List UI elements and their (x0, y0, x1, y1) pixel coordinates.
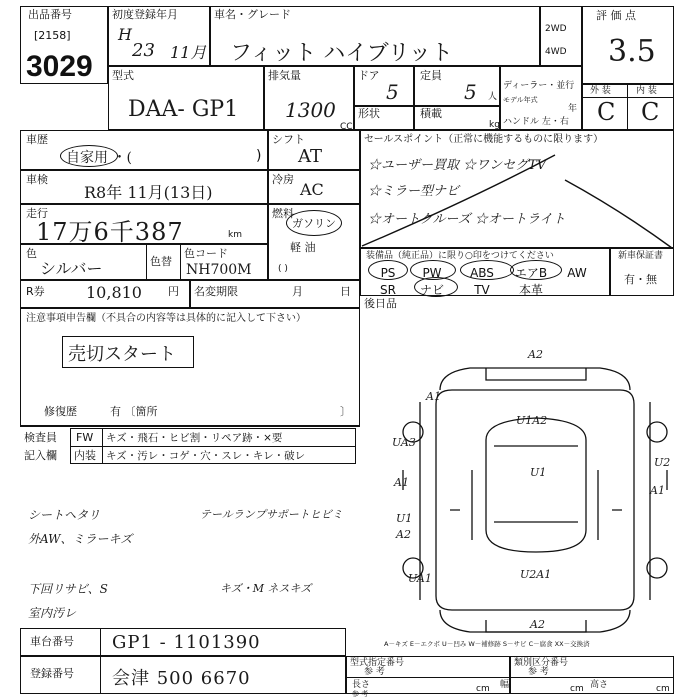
plate-number-value: 会津 500 6670 (112, 668, 251, 689)
equip-leather: 本革 (518, 283, 543, 297)
displacement-label: 排気量 (268, 69, 301, 82)
damage-mark-1: A2 (528, 348, 543, 361)
drive-2wd: 2WD (545, 24, 567, 34)
grade-label: 評 価 点 (596, 9, 636, 22)
int-grade: C (641, 98, 660, 126)
dealer-label: ディーラー・並行 (503, 81, 575, 91)
damage-mark-13: A2 (530, 618, 545, 631)
shift-value: AT (298, 146, 323, 167)
deadline-label: 名変期限 (194, 285, 238, 298)
color-code-value: NH700M (186, 262, 252, 278)
damage-mark-12: UA1 (408, 572, 432, 585)
damage-mark-11: U2A1 (520, 568, 552, 581)
warranty-label: 新車保証書 (618, 251, 664, 261)
deadline-day: 日 (340, 285, 351, 298)
doors-label: ドア (358, 69, 380, 82)
first-reg-era: H (118, 25, 132, 44)
drive-4wd: 4WD (545, 47, 567, 57)
shift-label: シフト (272, 133, 305, 146)
model-value: DAA- GP1 (128, 97, 239, 122)
inspection-value: R8年 11月(13日) (84, 183, 213, 202)
lot-sub-number: [2158] (34, 29, 71, 42)
equip-airbag: エアB (514, 266, 548, 280)
equip-ps: PS (380, 266, 396, 280)
type-cert-label: 型式指定番号 (350, 658, 405, 668)
width-label: 幅 (500, 680, 510, 690)
width-unit: cm (570, 684, 584, 694)
type-cert-sub: 参 考 (364, 667, 385, 677)
damage-mark-7: U2 (654, 456, 671, 469)
history-label: 車歴 (26, 133, 48, 146)
damage-mark-6: U1 (530, 466, 547, 479)
sales-line-3: ☆オートクルーズ ☆オートライト (368, 212, 566, 227)
frame-number-value: GP1 - 1101390 (112, 632, 261, 653)
equip-navi: ナビ (419, 283, 444, 297)
after-items-label: 後日品 (364, 297, 397, 310)
doors-value: 5 (386, 80, 399, 104)
length-unit: cm (476, 684, 490, 694)
car-name-label: 車名・グレード (214, 8, 291, 21)
first-reg-label: 初度登録年月 (112, 8, 178, 21)
ext-label: 外 装 (590, 86, 611, 96)
height-unit: cm (656, 684, 670, 694)
damage-mark-3: U1A2 (516, 414, 548, 427)
class-sub: 参 考 (528, 667, 549, 677)
lot-number: 3029 (26, 50, 93, 83)
fw-items: キズ・飛石・ヒビ割・リペア跡・×要 (106, 432, 283, 444)
notes-value: 売切スタート (68, 344, 176, 365)
color-change-label: 色替 (150, 255, 172, 268)
first-reg-year: 23 (132, 40, 155, 61)
frame-number-label: 車台番号 (30, 635, 74, 648)
color-label: 色 (26, 247, 37, 260)
aircon-label: 冷房 (272, 173, 294, 186)
displacement-unit: CC (340, 122, 353, 132)
damage-mark-10: A2 (396, 528, 411, 541)
sales-line-1: ☆ユーザー買取 ☆ワンセグTV (368, 158, 547, 173)
color-code-label: 色コード (184, 247, 228, 260)
fuel-paren: ( ) (278, 264, 288, 274)
damage-mark-9: U1 (396, 512, 413, 525)
plate-number-label: 登録番号 (30, 667, 74, 680)
year-unit: 年 (568, 104, 578, 114)
damage-mark-8: A1 (650, 484, 665, 497)
repair-close: 〕 (340, 405, 351, 418)
hand-note-2: 外AW、ミラーキズ (28, 532, 133, 546)
equip-sr: SR (380, 283, 396, 297)
recycle-value: 10,810 (86, 283, 142, 302)
handle-label: ハンドル 左・右 (503, 117, 569, 127)
equipment-label: 装備品（純正品）に限り○印をつけてください (366, 251, 554, 261)
hand-note-right-1: テールランプサポートヒビミ (200, 508, 343, 521)
displacement-value: 1300 (285, 98, 336, 122)
history-paren: ) (256, 148, 262, 164)
equip-aw: AW (567, 266, 587, 280)
damage-mark-4: UA3 (392, 436, 416, 449)
equip-pw: PW (422, 266, 442, 280)
shape-label: 形状 (358, 107, 380, 120)
equip-tv: TV (474, 283, 490, 297)
int-label: 内 装 (636, 86, 657, 96)
fuel-gas: ガソリン (292, 217, 336, 230)
fuel-diesel: 軽 油 (290, 241, 316, 254)
model-label: 型式 (112, 69, 134, 82)
length-sub: 参 考 (352, 690, 369, 698)
hand-note-right-2: キズ・M ネスキズ (220, 582, 312, 595)
model-year-label: モデル年式 (503, 96, 538, 104)
fuel-label: 燃料 (272, 207, 294, 220)
interior-label: 内装 (74, 449, 96, 462)
inspector-label: 検査員 (24, 431, 57, 444)
entry-label: 記入欄 (24, 449, 57, 462)
car-name: フィット ハイブリット (230, 41, 453, 66)
sales-line-2: ☆ミラー型ナビ (368, 184, 460, 199)
repair-label: 修復歴 (44, 405, 77, 418)
grade-score: 3.5 (608, 34, 656, 69)
damage-mark-2: A1 (426, 390, 441, 403)
capacity-value: 5 (464, 80, 477, 104)
height-label: 高さ (590, 680, 609, 690)
damage-legend: A－キズ E－エクボ U－凹み W－補修跡 S－サビ C－腐食 XX－交換済 (384, 640, 590, 648)
aircon-value: AC (300, 180, 324, 199)
capacity-unit: 人 (488, 92, 498, 102)
interior-items: キズ・汚レ・コゲ・穴・スレ・キレ・破レ (106, 450, 306, 462)
notes-label: 注意事項申告欄（不具合の内容等は具体的に記入して下さい） (26, 313, 306, 324)
hand-note-4: 室内汚レ (28, 606, 77, 620)
damage-mark-5: A1 (394, 476, 409, 489)
recycle-label: R券 (26, 285, 45, 298)
hand-note-1: シートヘタリ (28, 508, 101, 522)
history-value: 自家用 ・( (66, 150, 132, 166)
inspection-label: 車検 (26, 173, 48, 186)
ext-grade: C (597, 98, 616, 126)
length-label: 長さ (352, 680, 371, 690)
fw-label: FW (76, 431, 94, 444)
sales-label: セールスポイント（正常に機能するものに限ります） (364, 134, 604, 145)
capacity-label: 定員 (420, 69, 442, 82)
mileage-value: 17万6千387 (36, 218, 184, 246)
repair-value: 有 〔箇所 (110, 405, 158, 418)
color-value: シルバー (40, 259, 103, 278)
equip-abs: ABS (470, 266, 494, 280)
mileage-unit: km (228, 230, 242, 240)
lot-label: 出品番号 (28, 8, 72, 21)
load-label: 積載 (420, 107, 442, 120)
mileage-label: 走行 (26, 207, 48, 220)
hand-note-3: 下回リサビ、S (28, 582, 108, 596)
warranty-value: 有・無 (624, 273, 657, 286)
deadline-month: 月 (292, 285, 303, 298)
first-reg-month: 11月 (170, 43, 207, 62)
class-label: 類別区分番号 (514, 658, 569, 668)
recycle-unit: 円 (168, 285, 179, 298)
load-unit: kg (489, 120, 500, 130)
